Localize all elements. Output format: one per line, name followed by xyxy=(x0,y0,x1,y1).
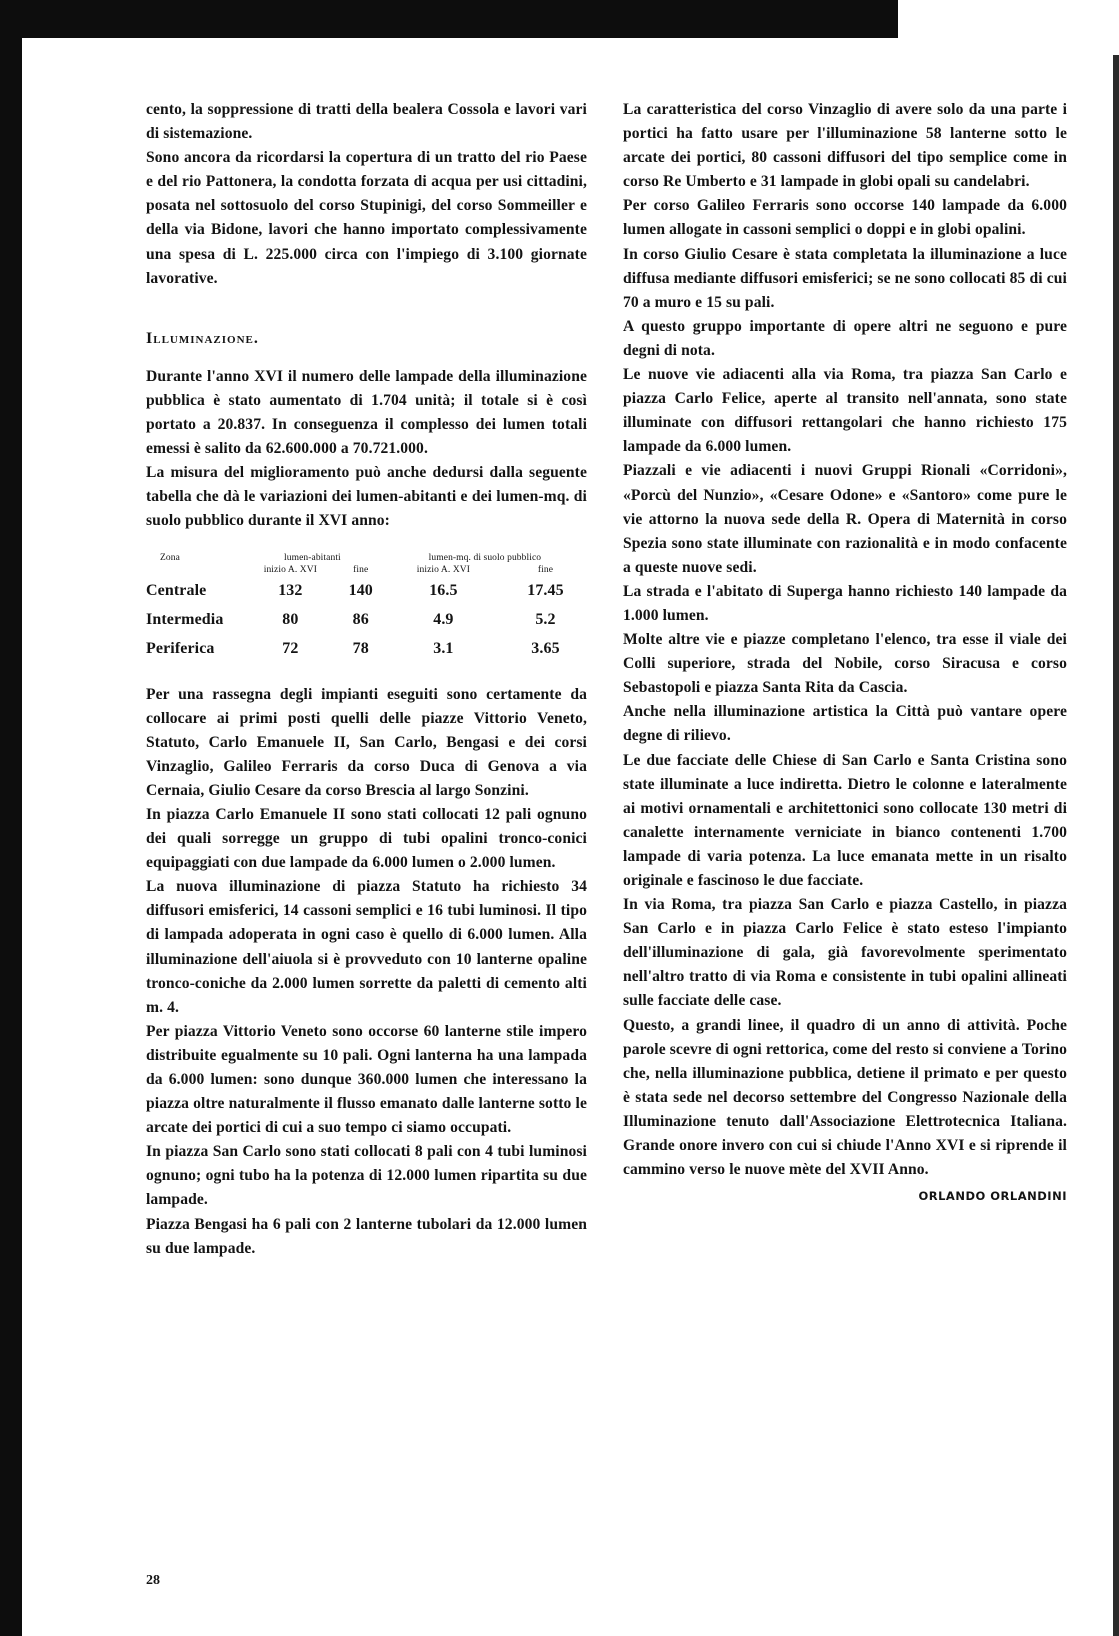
paragraph: Durante l'anno XVI il numero delle lampade della illuminazione pubblica è stato aumentato di 1.704 unità; il totale si è così portato a 20.837. In conseguenza il complesso dei lumen totali emessi è salito da 62.600.000 a 70.721.000. xyxy=(146,367,587,458)
paragraph: Piazzali e vie adiacenti i nuovi Gruppi Rionali «Corridoni», «Porcù del Nunzio», «Cesare Odone» e «Santoro» come pure le vie attorno la nuova sede della R. Opera di Maternità in corso Spezia sono state illuminate con razionalità e in modo confacente a queste nuove sedi. xyxy=(623,462,1067,576)
right-column xyxy=(623,98,1067,1208)
author-signature: ORLANDO ORLANDINI xyxy=(918,1189,1067,1204)
table-cell: 86 xyxy=(352,610,369,628)
table-cell: 16.5 xyxy=(429,581,458,599)
table-header-group: lumen-mq. di suolo pubblico xyxy=(428,552,542,563)
table-cell: 72 xyxy=(282,639,299,657)
table-header-zone: Zona xyxy=(160,552,180,563)
table-row xyxy=(146,634,587,663)
paragraph: In via Roma, tra piazza San Carlo e piazza Castello, in piazza San Carlo e in piazza Carlo Felice è stato esteso l'impianto dell'illuminazione di gala, già favorevolmente sperimentato nell'altro tratto di via Roma e consistente in tubi opalini allineati sulle facciate delle case. xyxy=(623,896,1067,1010)
table-cell: 132 xyxy=(278,581,303,599)
table-subheader: fine xyxy=(537,564,554,575)
table-cell: 4.9 xyxy=(433,610,454,628)
table-row xyxy=(146,605,587,634)
table-cell-zone: Centrale xyxy=(146,581,207,599)
table-subheader: inizio A. XVI xyxy=(416,564,471,575)
paragraph: Sono ancora da ricordarsi la copertura di un tratto del rio Paese e del rio Pattonera, la condotta forzata di acqua per usi cittadini, posata nel sottosuolo del corso Stupinigi, del corso Sommeiller e della via Bidone, lavori che hanno importato complessivamente una spesa di L. 225.000 circa con l'impiego di 3.100 giornate lavorative. xyxy=(146,149,587,287)
section-heading: Illuminazione. xyxy=(146,329,259,347)
paragraph: La nuova illuminazione di piazza Statuto ha richiesto 34 diffusori emisferici, 14 cassoni semplici e 16 tubi luminosi. Il tipo di lampada adoperata in ogni caso è quello di 6.000 lumen. Alla illuminazione dell'aiuola si è provveduto con 10 lanterne opaline tronco-coniche da 2.000 lumen sorrette da paletti di cemento alti m. 4. xyxy=(146,878,587,1016)
table-subheader: inizio A. XVI xyxy=(263,564,317,575)
paragraph: Questo, a grandi linee, il quadro di un anno di attività. Poche parole scevre di ogni rettorica, come del resto si conviene a Torino che, nella illuminazione pubblica, detiene il primato e per questo è stata sede nel decorso settembre del Congresso Nazionale della Illuminazione tenuto dall'Associazione Elettrotecnica Italiana. Grande onore invero con cui si chiude l'Anno XVI e si riprende il cammino verso le nuove mète del XVII Anno. xyxy=(623,1016,1067,1179)
page-number: 28 xyxy=(146,1573,160,1588)
paragraph: La strada e l'abitato di Superga hanno richiesto 140 lampade da 1.000 lumen. xyxy=(623,582,1067,624)
left-column xyxy=(146,98,587,1261)
table-cell-zone: Intermedia xyxy=(146,610,224,628)
lumen-table xyxy=(146,552,587,663)
paragraph: Le due facciate delle Chiese di San Carlo e Santa Cristina sono state illuminate a luce indiretta. Dietro le colonne e lateralmente ai motivi ornamentali e architettonici sono collocate 130 metri di canalette internamente verniciate in bianco contenenti 1.700 lampade di varia potenza. La luce emanata mette in un risalto originale e fascinoso le due facciate. xyxy=(623,751,1067,889)
table-subheader: fine xyxy=(353,564,369,575)
paragraph: In corso Giulio Cesare è stata completata la illuminazione a luce diffusa mediante diffusori emisferici; se ne sono collocati 85 di cui 70 a muro e 15 su pali. xyxy=(623,245,1067,311)
paragraph: Le nuove vie adiacenti alla via Roma, tra piazza San Carlo e piazza Carlo Felice, aperte al transito nell'annata, sono state illuminate con diffusori rettangolari che hanno richiesto 175 lampade da 6.000 lumen. xyxy=(623,366,1067,456)
table-cell-zone: Periferica xyxy=(146,639,215,657)
paragraph: Per corso Galileo Ferraris sono occorse 140 lampade da 6.000 lumen allogate in cassoni semplici o doppi e in globi opalini. xyxy=(623,197,1067,239)
table-cell: 17.45 xyxy=(527,581,564,599)
paragraph: Piazza Bengasi ha 6 pali con 2 lanterne tubolari da 12.000 lumen su due lampade. xyxy=(146,1215,587,1257)
paragraph: Per una rassegna degli impianti eseguiti sono certamente da collocare ai primi posti quelli delle piazze Vittorio Veneto, Statuto, Carlo Emanuele II, San Carlo, Bengasi e dei corsi Vinzaglio, Galileo Ferraris da corso Duca di Genova a via Cernaia, Giulio Cesare da corso Brescia al largo Sonzini. xyxy=(146,685,587,799)
page-scan-top-border xyxy=(0,0,898,38)
table-cell: 5.2 xyxy=(535,610,556,628)
table-cell: 3.1 xyxy=(433,639,454,657)
table-cell: 140 xyxy=(348,581,373,599)
paragraph: Per piazza Vittorio Veneto sono occorse 60 lanterne stile impero distribuite egualmente su 10 pali. Ogni lanterna ha una lampada da 6.000 lumen: sono dunque 360.000 lumen che interessano la piazza oltre naturalmente il flusso emanato dalle lanterne sotto le arcate dei portici di cui a suo tempo ci siamo occupati. xyxy=(146,1022,587,1137)
table-cell: 80 xyxy=(282,610,299,628)
paragraph: cento, la soppressione di tratti della bealera Cossola e lavori vari di sistemazione. xyxy=(146,101,587,143)
paragraph: In piazza San Carlo sono stati collocati 8 pali con 4 tubi luminosi ognuno; ogni tubo ha la potenza di 12.000 lumen ripartita su due lampade. xyxy=(146,1143,587,1209)
page-scan-right-edge xyxy=(1113,55,1119,1636)
paragraph: La misura del miglioramento può anche dedursi dalla seguente tabella che dà le variazioni dei lumen-abitanti e dei lumen-mq. di suolo pubblico durante il XVI anno: xyxy=(146,464,587,530)
table-cell: 3.65 xyxy=(531,639,560,657)
table-header-group: lumen-abitanti xyxy=(284,552,341,563)
paragraph: In piazza Carlo Emanuele II sono stati collocati 12 pali ognuno dei quali sorregge un gruppo di tubi opalini tronco-conici equipaggiati con due lampade da 6.000 lumen o 2.000 lumen. xyxy=(146,805,587,872)
paragraph: La caratteristica del corso Vinzaglio di avere solo da una parte i portici ha fatto usare per l'illuminazione 58 lanterne sotto le arcate dei portici, 80 cassoni diffusori del tipo semplice come in corso Re Umberto e 31 lampade in globi opali su candelabri. xyxy=(623,101,1067,191)
paragraph: Anche nella illuminazione artistica la Città può vantare opere degne di rilievo. xyxy=(623,703,1067,745)
paragraph: A questo gruppo importante di opere altri ne seguono e pure degni di nota. xyxy=(623,317,1067,359)
table-row xyxy=(146,576,587,605)
table-cell: 78 xyxy=(352,639,369,657)
paragraph: Molte altre vie e piazze completano l'elenco, tra esse il viale dei Colli superiore, strada del Nobile, corso Siracusa e corso Sebastopoli e piazza Santa Rita da Cascia. xyxy=(623,631,1067,697)
page-scan-left-border xyxy=(0,0,22,1636)
